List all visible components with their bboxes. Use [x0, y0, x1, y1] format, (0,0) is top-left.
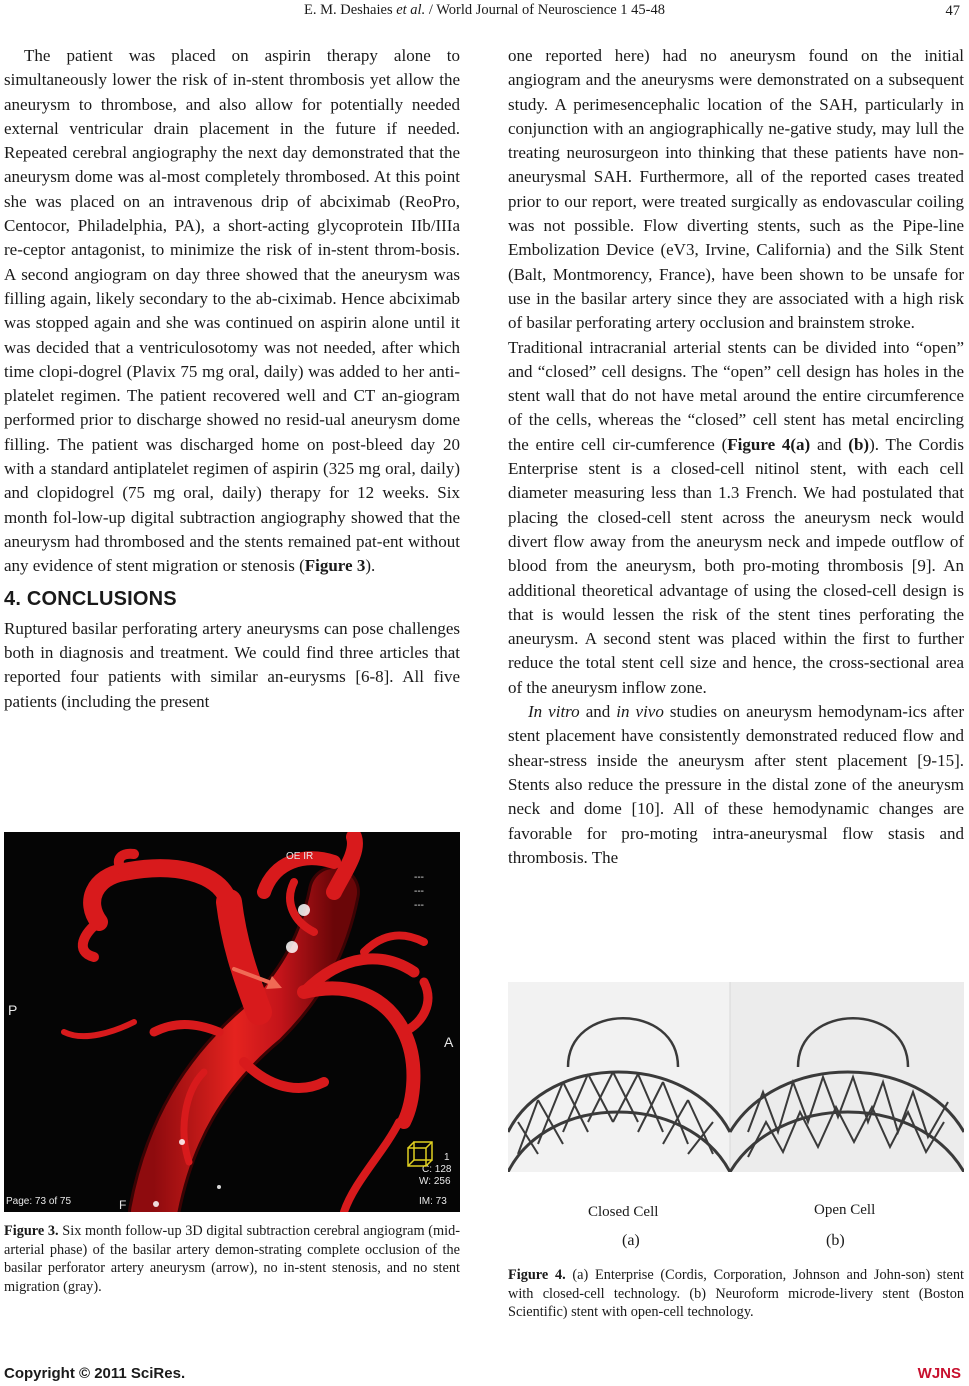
left-column [4, 44, 460, 714]
page-number: 47 [945, 3, 960, 19]
figure-4-sublabel-b: (b) [826, 1232, 845, 1249]
label-oe-ir: OE IR [286, 851, 314, 862]
label-posterior: P [8, 1002, 18, 1018]
label-im: IM: 73 [419, 1196, 447, 1207]
label-dashes-2: --- [414, 886, 424, 897]
running-header [0, 0, 969, 28]
figure-4-sublabel-a: (a) [622, 1232, 640, 1249]
label-foot: F [119, 1198, 127, 1212]
figure-3-angiogram [4, 832, 460, 1212]
copyright-notice: Copyright © 2011 SciRes. [4, 1365, 186, 1382]
figure-4-label-closed: Closed Cell [588, 1204, 659, 1220]
paragraph-patient-course: The patient was placed on aspirin therapy alone to simultaneously lower the risk of in-stent thrombosis yet allow the aneurysm to thrombose, and also allow for potentially needed external ventricular drain placement in the future if needed. Repeated cerebral angiography the next day demonstrated that the aneurysm dome was al-most completely thrombosed. At this point she was placed on an intravenous drip of abciximab (ReoPro, Centocor, Philadelphia, PA), a short-acting glycoprotein IIb/IIIa re-ceptor antagonist, to minimize the risk of in-stent throm-bosis. A second angiogram on day three showed that the aneurysm was filling again, likely secondary to the ab-ciximab. Hence abciximab was stopped again and she was continued on aspirin alone until it was decided that a ventriculosotomy was not needed, after which time clopi-dogrel (Plavix 75 mg oral, daily) was added to her anti-platelet regimen. The patient recovered well and CT an-giogram performed prior to discharge showed no resid-ual aneurysm dome filling. The patient was discharged home on post-bleed day 20 with a standard antiplatelet regimen of aspirin (325 mg oral, daily) and clopidogrel (75 mg oral, daily) therapy for 12 weeks. Six month fol-low-up digital subtraction angiography showed that the aneurysm had thrombosed and the stents remained pat-ent without any evidence of stent migration or stenosis (Figure 3). [4, 46, 460, 576]
figure-4-stent-images [508, 982, 964, 1172]
paragraph-prior-reports: one reported here) had no aneurysm found on the initial angiogram and the aneurysms were demonstrated on a subsequent study. A perimesencephalic location of the SAH, particularly in conjunction with an angiographically ne-gative study, may lull the treating neurosurgeon into thinking that these patients have non-aneurysmal SAH. Furthermore, all of the reported cases treated prior to our report, were treated surgically as endovascular coiling was not possible. Flow diverting stents, such as the Pipe-line Embolization Device (eV3, Irvine, California) and the Silk Stent (Balt, Montmorency, France), have been shown to be unsafe for use in the basilar artery since they are associated with a high risk of basilar perforating artery occlusion and brainstem stroke. [508, 46, 964, 333]
figure-4-label-open: Open Cell [814, 1202, 876, 1218]
label-anterior: A [444, 1034, 454, 1050]
figure-4b-reference[interactable]: (b) [848, 434, 870, 454]
running-title: E. M. Deshaies et al. / World Journal of Neuroscience 1 45-48 [304, 2, 665, 18]
figure-3-reference[interactable]: Figure 3 [304, 556, 366, 576]
orientation-cube-icon [408, 1142, 432, 1166]
paragraph-conclusions: Ruptured basilar perforating artery aneurysms can pose challenges both in diagnosis and treatment. We could find three articles that reported four patients with similar an-eurysms [6-8]. All five patients (including the present [4, 618, 460, 711]
label-dashes-1: --- [414, 872, 424, 883]
section-heading-conclusions: 4. CONCLUSIONS [4, 587, 177, 610]
page-footer [0, 1362, 969, 1386]
paragraph-hemodynamics: In vitro and in vivo studies on aneurysm hemodynam-ics after stent placement have consistently demonstrated reduced flow and shear-stress inside the aneurysm after stent placement [9-15]. Stents also reduce the pressure in the distal zone of the aneurysm neck and dome [10]. All of these hemodynamic changes are favorable for pro-moting intra-aneurysmal flow stasis and thrombosis. The [508, 702, 964, 867]
figure-4a-reference[interactable]: Figure 4(a) [727, 434, 811, 454]
journal-abbreviation: WJNS [917, 1365, 961, 1382]
label-one: 1 [444, 1152, 450, 1163]
paragraph-stent-designs: Traditional intracranial arterial stents can be divided into “open” and “closed” cell designs. The “open” cell design has holes in the stent wall that do not have metal around the entire circumference of the cells, whereas the “closed” cell stent has metal encircling the entire cell cir-cumference (Figure 4(a) and (b)). The Cordis Enterprise stent is a closed-cell nitinol stent, with each cell diameter measuring less than 1.3 French. We had postulated that placing the closed-cell stent across the aneurysm neck would divert flow away from the aneurysm neck and impede outflow of blood from the aneurysm, both pro-moting thrombosis [9]. An additional theoretical advantage of using the closed-cell design is that is would lessen the risk of the stent tines perforating the aneurysm. A second stent was placed within the first to further reduce the total stent cell size and hence, the cross-sectional area of the aneurysm inflow zone. [508, 337, 964, 697]
label-center: C: 128 [422, 1164, 452, 1175]
stent-illustration [508, 982, 964, 1172]
label-page: Page: 73 of 75 [6, 1196, 72, 1207]
label-window: W: 256 [419, 1176, 451, 1187]
label-dashes-3: --- [414, 900, 424, 911]
figure-4-caption: Figure 4. (a) Enterprise (Cordis, Corporation, Johnson and John-son) stent with closed-cell technology. (b) Neuroform microde-livery stent (Boston Scientific) stent with open-cell technology. [508, 1267, 964, 1320]
figure-3-caption: Figure 3. Six month follow-up 3D digital subtraction cerebral angiogram (mid-arterial phase) of the basilar artery demon-strating complete occlusion of the basilar perforator artery aneurysm (arrow), no in-stent stenosis, and no stent migration (gray). [4, 1223, 460, 1295]
angiogram-image [4, 832, 460, 1212]
right-column [508, 44, 964, 870]
